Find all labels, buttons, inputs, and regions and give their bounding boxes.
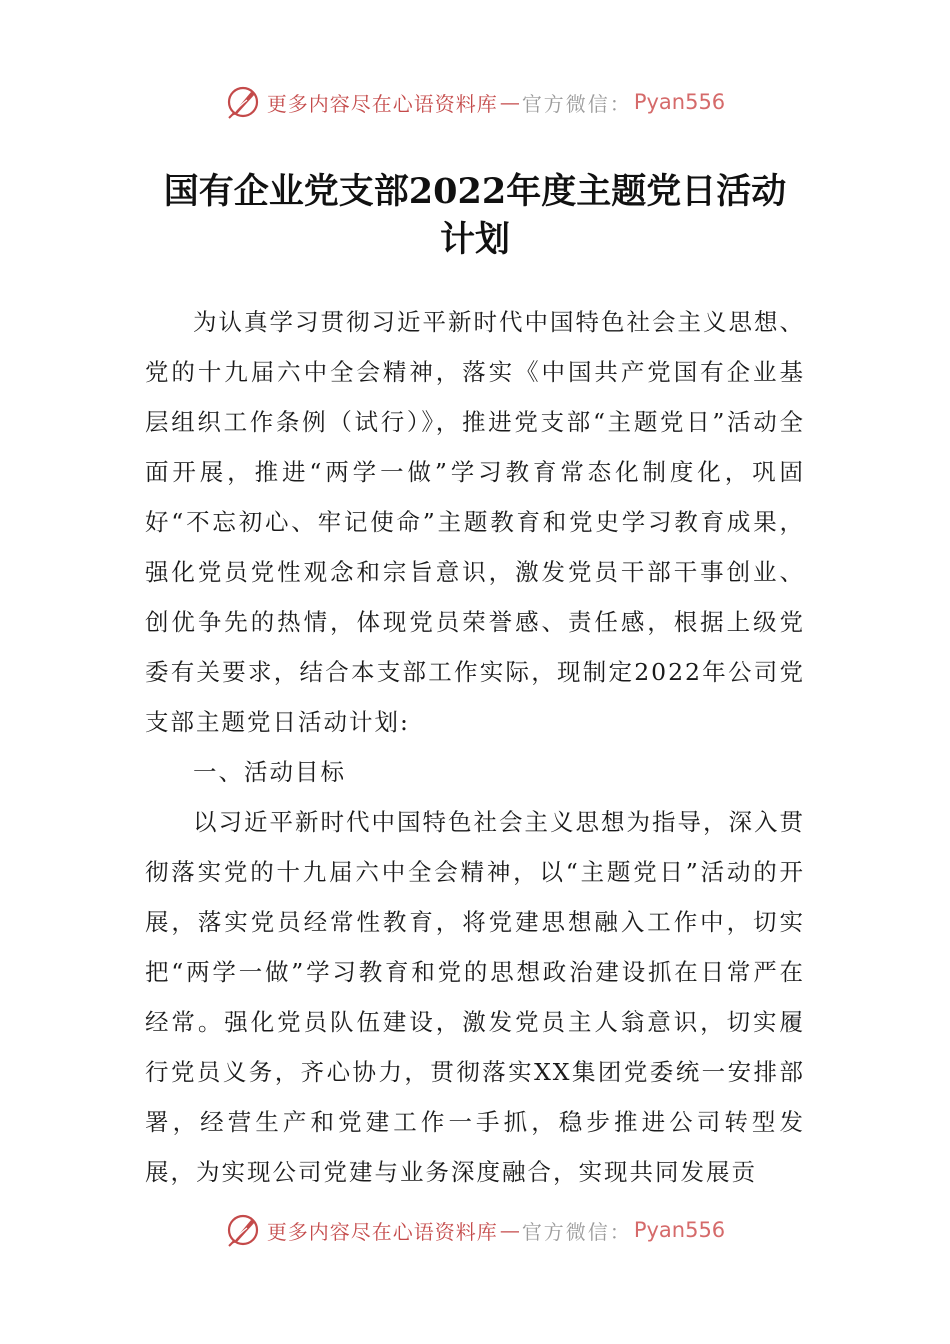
quill-logo-icon xyxy=(225,84,261,120)
watermark-id: Pyan556 xyxy=(633,1218,726,1242)
watermark-dash: — xyxy=(499,90,520,114)
document-title xyxy=(145,168,805,264)
section-heading: 一、活动目标 xyxy=(193,758,346,786)
paragraph-intro: 为认真学习贯彻习近平新时代中国特色社会主义思想、党的十九届六中全会精神，落实《中国共产党国有企业基层组织工作条例（试行）》，推进党支部“主题党日”活动全面开展，推进“两学一做”学习教育常态化制度化，巩固好“不忘初心、牢记使命”主题教育和党史学习教育成果，强化党员党性观念和宗旨意识，激发党员干部干事创业、创优争先的热情，体现党员荣誉感、责任感，根据上级党委有关要求，结合本支部工作实际，现制定2022年公司党支部主题党日活动计划: xyxy=(145,308,805,736)
watermark-brand: 更多内容尽在心语资料库 xyxy=(266,1219,498,1244)
watermark-label: 官方微信： xyxy=(521,91,632,116)
title-line-1: 国有企业党支部2022年度主题党日活动 xyxy=(163,171,787,212)
watermark-brand: 更多内容尽在心语资料库 xyxy=(266,91,498,116)
quill-logo-icon xyxy=(225,1212,261,1248)
watermark-dash: — xyxy=(499,1218,520,1242)
footer-watermark xyxy=(0,1210,950,1250)
paragraph-goals: 以习近平新时代中国特色社会主义思想为指导，深入贯彻落实党的十九届六中全会精神，以“主题党日”活动的开展，落实党员经常性教育，将党建思想融入工作中，切实把“两学一做”学习教育和党的思想政治建设抓在日常严在经常。强化党员队伍建设，激发党员主人翁意识，切实履行党员义务，齐心协力，贯彻落实XX集团党委统一安排部署，经营生产和党建工作一手抓，稳步推进公司转型发展，为实现公司党建与业务深度融合，实现共同发展贡 xyxy=(145,808,805,1186)
watermark-id: Pyan556 xyxy=(633,90,726,114)
document-body xyxy=(145,297,805,1197)
watermark-label: 官方微信： xyxy=(521,1219,632,1244)
title-line-2: 计划 xyxy=(439,219,510,260)
header-watermark xyxy=(0,82,950,122)
